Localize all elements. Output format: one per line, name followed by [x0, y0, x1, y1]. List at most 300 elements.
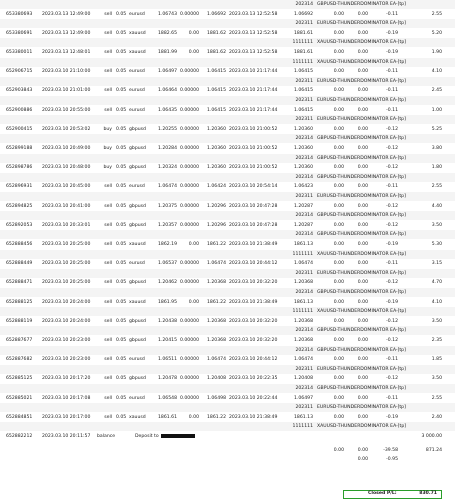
- trade-detail-row: [0, 269, 455, 278]
- trade-detail-row: [0, 230, 455, 239]
- swap-cell: -0.12: [386, 203, 398, 209]
- trade-row: [0, 29, 455, 38]
- close-time-cell: 2023.03.10 21:17:44: [229, 88, 278, 94]
- trade-row: [0, 10, 455, 19]
- tp-cell: 1.20296: [207, 203, 226, 209]
- close-price-cell: 1.06415: [294, 69, 313, 75]
- item-cell: eurusd: [129, 261, 145, 267]
- tp-cell: 1.06692: [207, 11, 226, 17]
- ticket-cell: 652888119: [6, 318, 33, 324]
- type-cell: sell: [104, 280, 112, 286]
- total-swap: -39.58: [383, 447, 398, 453]
- type-cell: sell: [104, 395, 112, 401]
- type-cell: sell: [104, 30, 112, 36]
- ticket-cell: 652899188: [6, 146, 33, 151]
- commission-cell: 0.00: [333, 203, 344, 209]
- close-price-cell: 1.20408: [294, 376, 313, 382]
- trade-row: [0, 86, 455, 95]
- close-price-cell: 1.20368: [294, 318, 313, 324]
- comment-cell: EURUSD-THUNDERDOMINATOR EA-[tp]: [317, 405, 406, 411]
- commission-cell: 0.00: [333, 11, 344, 17]
- open-time-cell: 2023.03.10 20:33:01: [42, 222, 91, 228]
- item-cell: eurusd: [129, 184, 145, 190]
- ticket-cell: 652888471: [6, 280, 33, 286]
- comment-cell: GBPUSD-THUNDERDOMINATOR EA-[tp]: [317, 328, 406, 334]
- trade-detail-row: [0, 326, 455, 335]
- size-cell: 0.05: [116, 338, 127, 343]
- trade-detail-row: [0, 346, 455, 355]
- ticket-cell: 652906715: [6, 69, 33, 75]
- close-price-cell: 1.06692: [294, 11, 313, 17]
- close-price-cell: 1.20360: [294, 165, 313, 171]
- taxes-cell: 0.00: [357, 357, 368, 363]
- type-cell: sell: [104, 299, 112, 305]
- tp-cell: 1.06474: [207, 261, 226, 267]
- comment-cell: GBPUSD-THUNDERDOMINATOR EA-[tp]: [317, 174, 406, 180]
- magic-number-cell: 1111111: [292, 59, 313, 65]
- swap-cell: -0.12: [386, 222, 398, 228]
- type-cell: balance: [97, 434, 116, 439]
- taxes-cell: 0.00: [357, 261, 368, 267]
- time-cell: 2023.03.10 20:11:57: [42, 434, 91, 439]
- price-cell: 1861.61: [158, 414, 177, 420]
- price-cell: 1.20438: [158, 318, 177, 324]
- trade-row: [0, 355, 455, 364]
- commission-cell: 0.00: [333, 338, 344, 343]
- type-cell: sell: [104, 69, 112, 75]
- magic-number-cell: 202311: [295, 366, 313, 372]
- trade-detail-row: [0, 38, 455, 47]
- size-cell: 0.05: [116, 107, 127, 113]
- close-time-cell: 2023.03.10 20:22:35: [229, 376, 278, 382]
- sl-cell: 0.00: [188, 50, 199, 55]
- size-cell: 0.05: [116, 280, 127, 286]
- swap-cell: -0.12: [386, 318, 398, 324]
- swap-cell: -0.19: [386, 50, 398, 55]
- swap-cell: -0.12: [386, 146, 398, 151]
- close-time-cell: 2023.03.10 21:17:44: [229, 107, 278, 113]
- profit-cell: 4.10: [431, 69, 442, 75]
- tp-cell: 1861.22: [207, 299, 226, 305]
- trade-row: [0, 240, 455, 249]
- swap-cell: -0.11: [386, 357, 398, 363]
- trade-detail-row: [0, 307, 455, 316]
- summary-row: [0, 446, 455, 455]
- sl-cell: 0.00: [188, 299, 199, 305]
- size-cell: 0.05: [116, 357, 127, 363]
- price-cell: 1.20357: [158, 222, 177, 228]
- profit-cell: 5.20: [431, 30, 442, 36]
- close-time-cell: 2023.03.10 21:00:52: [229, 146, 278, 151]
- item-cell: gbpusd: [129, 280, 146, 286]
- sl-cell: 0.00000: [180, 203, 199, 209]
- tp-cell: 1.20368: [207, 338, 226, 343]
- close-time-cell: 2023.03.13 12:52:58: [229, 30, 278, 36]
- item-cell: xauusd: [129, 30, 146, 36]
- profit-cell: 3.80: [431, 146, 442, 151]
- magic-number-cell: 202314: [295, 213, 313, 219]
- profit-cell: 3.50: [431, 222, 442, 228]
- price-cell: 1.20375: [158, 203, 177, 209]
- item-cell: gbpusd: [129, 165, 146, 171]
- profit-cell: 1.80: [431, 165, 442, 171]
- trade-detail-row: [0, 154, 455, 163]
- trade-detail-row: [0, 115, 455, 124]
- magic-number-cell: 202314: [295, 155, 313, 161]
- swap-cell: -0.12: [386, 165, 398, 171]
- trade-row: [0, 298, 455, 307]
- close-price-cell: 1861.13: [294, 414, 313, 420]
- trade-row: [0, 221, 455, 230]
- close-price-cell: 1.20368: [294, 338, 313, 343]
- swap-cell: -0.12: [386, 126, 398, 132]
- swap-cell: -0.12: [386, 376, 398, 382]
- ticket-cell: 652888456: [6, 242, 33, 247]
- close-price-cell: 1.20360: [294, 126, 313, 132]
- open-time-cell: 2023.03.10 21:10:00: [42, 69, 91, 75]
- tp-cell: 1.20360: [207, 126, 226, 132]
- commission-cell: 0.00: [333, 30, 344, 36]
- close-price-cell: 1861.13: [294, 242, 313, 247]
- type-cell: sell: [104, 242, 112, 247]
- close-time-cell: 2023.03.10 20:32:20: [229, 280, 278, 286]
- ticket-cell: 652898786: [6, 165, 33, 171]
- ticket-cell: 653380011: [6, 50, 33, 55]
- close-price-cell: 1.06497: [294, 395, 313, 401]
- comment-cell: EURUSD-THUNDERDOMINATOR EA-[tp]: [317, 270, 406, 276]
- price-cell: 1.06497: [158, 69, 177, 75]
- swap-cell: -0.11: [386, 184, 398, 190]
- trade-row: [0, 163, 455, 172]
- tp-cell: 1.06415: [207, 107, 226, 113]
- open-time-cell: 2023.03.10 20:25:00: [42, 261, 91, 267]
- close-price-cell: 1.06415: [294, 88, 313, 94]
- price-cell: 1.06511: [158, 357, 177, 363]
- trade-row: [0, 67, 455, 76]
- open-time-cell: 2023.03.10 20:24:00: [42, 318, 91, 324]
- taxes-cell: 0.00: [357, 242, 368, 247]
- tp-cell: 1881.62: [207, 50, 226, 55]
- commission-cell: 0.00: [333, 165, 344, 171]
- trade-row: [0, 278, 455, 287]
- commission-cell: 0.00: [333, 88, 344, 94]
- comment-cell: XAUUSD-THUNDERDOMINATOR EA-[tp]: [317, 40, 407, 46]
- sl-cell: 0.00000: [180, 222, 199, 228]
- swap-cell: -0.12: [386, 280, 398, 286]
- close-time-cell: 2023.03.10 21:00:52: [229, 165, 278, 171]
- size-cell: 0.05: [116, 203, 127, 209]
- item-cell: xauusd: [129, 299, 146, 305]
- trade-row: [0, 317, 455, 326]
- commission-cell: 0.00: [333, 242, 344, 247]
- trade-detail-row: [0, 403, 455, 412]
- swap-cell: -0.19: [386, 299, 398, 305]
- taxes-cell: 0.00: [357, 299, 368, 305]
- profit-cell: 1.90: [431, 50, 442, 55]
- item-cell: xauusd: [129, 242, 146, 247]
- close-price-cell: 1.20360: [294, 146, 313, 151]
- comment-cell: GBPUSD-THUNDERDOMINATOR EA-[tp]: [317, 136, 406, 142]
- open-time-cell: 2023.03.10 20:55:00: [42, 107, 91, 113]
- comment-cell: EURUSD-THUNDERDOMINATOR EA-[tp]: [317, 21, 406, 27]
- magic-number-cell: 202314: [295, 386, 313, 391]
- profit-cell: 5.25: [431, 126, 442, 132]
- close-time-cell: 2023.03.10 20:47:28: [229, 203, 278, 209]
- magic-number-cell: 202314: [295, 136, 313, 142]
- magic-number-cell: 1111111: [292, 251, 313, 257]
- sl-cell: 0.00000: [180, 107, 199, 113]
- close-time-cell: 2023.03.10 20:44:12: [229, 357, 278, 363]
- summary-subrow: [0, 455, 455, 464]
- sl-cell: 0.00: [188, 242, 199, 247]
- sl-cell: 0.00000: [180, 88, 199, 94]
- magic-number-cell: 202314: [295, 2, 313, 7]
- size-cell: 0.05: [116, 50, 127, 55]
- commission-cell: 0.00: [333, 107, 344, 113]
- ticket-cell: 652896931: [6, 184, 33, 190]
- trade-detail-row: [0, 173, 455, 182]
- tp-cell: 1.06498: [207, 395, 226, 401]
- price-cell: 1882.65: [158, 30, 177, 36]
- taxes-cell: 0.00: [357, 280, 368, 286]
- comment-cell: GBPUSD-THUNDERDOMINATOR EA-[tp]: [317, 232, 406, 238]
- close-price-cell: 1.06474: [294, 261, 313, 267]
- profit-cell: 1.00: [431, 107, 442, 113]
- tp-cell: 1.20408: [207, 376, 226, 382]
- open-time-cell: 2023.03.13 12:49:00: [42, 11, 91, 17]
- item-cell: eurusd: [129, 11, 145, 17]
- comment-cell: GBPUSD-THUNDERDOMINATOR EA-[tp]: [317, 155, 406, 161]
- commission-cell: 0.00: [333, 146, 344, 151]
- tp-cell: 1.20368: [207, 280, 226, 286]
- size-cell: 0.05: [116, 242, 127, 247]
- sl-cell: 0.00: [188, 414, 199, 420]
- commission-cell: 0.00: [333, 50, 344, 55]
- size-cell: 0.05: [116, 69, 127, 75]
- ticket-cell: 652885125: [6, 376, 33, 382]
- type-cell: buy: [103, 146, 112, 151]
- type-cell: sell: [104, 184, 112, 190]
- trade-detail-row: [0, 19, 455, 28]
- close-price-cell: 1.06474: [294, 357, 313, 363]
- price-cell: 1.06474: [158, 184, 177, 190]
- taxes-cell: 0.00: [357, 184, 368, 190]
- open-time-cell: 2023.03.10 20:53:02: [42, 126, 91, 132]
- type-cell: sell: [104, 50, 112, 55]
- close-time-cell: 2023.03.10 20:22:44: [229, 395, 278, 401]
- sl-cell: 0.00000: [180, 126, 199, 132]
- swap-cell: -0.19: [386, 30, 398, 36]
- sl-cell: 0.00000: [180, 261, 199, 267]
- comment-cell: GBPUSD-THUNDERDOMINATOR EA-[tp]: [317, 290, 406, 295]
- trade-row: [0, 432, 455, 441]
- type-cell: buy: [103, 165, 112, 171]
- ticket-cell: 652887677: [6, 338, 33, 343]
- profit-cell: 2.55: [431, 395, 442, 401]
- commission-cell: 0.00: [333, 357, 344, 363]
- close-time-cell: 2023.03.13 12:52:58: [229, 11, 278, 17]
- trade-detail-row: [0, 0, 455, 9]
- magic-number-cell: 1111111: [292, 309, 313, 315]
- trade-detail-row: [0, 250, 455, 259]
- item-cell: xauusd: [129, 50, 146, 55]
- closed-pl-label: Closed P/L:: [368, 491, 397, 496]
- comment-cell: XAUUSD-THUNDERDOMINATOR EA-[tp]: [317, 309, 407, 315]
- commission-cell: 0.00: [333, 318, 344, 324]
- size-cell: 0.05: [116, 299, 127, 305]
- sl-cell: 0.00000: [180, 338, 199, 343]
- size-cell: 0.05: [116, 165, 127, 171]
- close-price-cell: 1861.13: [294, 299, 313, 305]
- taxes-cell: 0.00: [357, 11, 368, 17]
- magic-number-cell: 202311: [295, 98, 313, 103]
- sl-cell: 0.00000: [180, 280, 199, 286]
- close-time-cell: 2023.03.10 21:38:49: [229, 414, 278, 420]
- sl-cell: 0.00000: [180, 376, 199, 382]
- price-cell: 1.06537: [158, 261, 177, 267]
- comment-cell: XAUUSD-THUNDERDOMINATOR EA-[tp]: [317, 424, 407, 430]
- open-time-cell: 2023.03.10 20:17:20: [42, 376, 91, 382]
- magic-number-cell: 202311: [295, 21, 313, 27]
- trade-row: [0, 144, 455, 153]
- trade-row: [0, 413, 455, 422]
- comment-cell: GBPUSD-THUNDERDOMINATOR EA-[tp]: [317, 2, 406, 7]
- type-cell: sell: [104, 222, 112, 228]
- profit-cell: 2.45: [431, 88, 442, 94]
- item-cell: gbpusd: [129, 126, 146, 132]
- size-cell: 0.05: [116, 146, 127, 151]
- size-cell: 0.05: [116, 11, 127, 17]
- comment-cell: GBPUSD-THUNDERDOMINATOR EA-[tp]: [317, 213, 406, 219]
- profit-cell: 3.50: [431, 376, 442, 382]
- taxes-cell: 0.00: [357, 318, 368, 324]
- item-cell: gbpusd: [129, 146, 146, 151]
- commission-cell: 0.00: [333, 184, 344, 190]
- trade-detail-row: [0, 192, 455, 201]
- comment-cell: XAUUSD-THUNDERDOMINATOR EA-[tp]: [317, 251, 407, 257]
- trade-row: [0, 106, 455, 115]
- closed-pl-value: 830.71: [419, 491, 437, 496]
- close-price-cell: 1.20368: [294, 280, 313, 286]
- taxes-cell: 0.00: [357, 165, 368, 171]
- close-price-cell: 1881.61: [294, 30, 313, 36]
- magic-number-cell: 202311: [295, 194, 313, 199]
- taxes-cell: 0.00: [357, 203, 368, 209]
- swap-cell: -0.12: [386, 338, 398, 343]
- redacted-block: [161, 434, 195, 438]
- size-cell: 0.05: [116, 261, 127, 267]
- price-cell: 1.20462: [158, 280, 177, 286]
- type-cell: sell: [104, 261, 112, 267]
- tp-cell: 1861.22: [207, 242, 226, 247]
- commission-cell: 0.00: [333, 222, 344, 228]
- taxes-cell: 0.00: [357, 414, 368, 420]
- subtotal-swap: -0.95: [386, 457, 398, 463]
- open-time-cell: 2023.03.13 12:48:01: [42, 50, 91, 55]
- price-cell: 1862.19: [158, 242, 177, 247]
- deposit-cell: [135, 432, 215, 441]
- magic-number-cell: 202314: [295, 174, 313, 180]
- profit-cell: 3.15: [431, 261, 442, 267]
- close-time-cell: 2023.03.10 20:32:20: [229, 318, 278, 324]
- comment-cell: GBPUSD-THUNDERDOMINATOR EA-[tp]: [317, 386, 406, 391]
- balance-amount-cell: 3 000.00: [421, 434, 442, 439]
- open-time-cell: 2023.03.13 12:49:00: [42, 30, 91, 36]
- profit-cell: 2.40: [431, 414, 442, 420]
- price-cell: 1881.99: [158, 50, 177, 55]
- comment-cell: XAUUSD-THUNDERDOMINATOR EA-[tp]: [317, 59, 407, 65]
- type-cell: sell: [104, 338, 112, 343]
- trade-row: [0, 336, 455, 345]
- open-time-cell: 2023.03.10 20:45:00: [42, 184, 91, 190]
- item-cell: eurusd: [129, 88, 145, 94]
- item-cell: xauusd: [129, 414, 146, 420]
- swap-cell: -0.11: [386, 11, 398, 17]
- magic-number-cell: 202311: [295, 117, 313, 123]
- total-commission: 0.00: [333, 447, 344, 453]
- close-time-cell: 2023.03.10 20:44:12: [229, 261, 278, 267]
- item-cell: gbpusd: [129, 222, 146, 228]
- commission-cell: 0.00: [333, 414, 344, 420]
- type-cell: sell: [104, 11, 112, 17]
- sl-cell: 0.00000: [180, 395, 199, 401]
- open-time-cell: 2023.03.10 20:17:08: [42, 395, 91, 401]
- trade-row: [0, 202, 455, 211]
- swap-cell: -0.11: [386, 107, 398, 113]
- open-time-cell: 2023.03.10 20:49:00: [42, 146, 91, 151]
- magic-number-cell: 202311: [295, 270, 313, 276]
- size-cell: 0.05: [116, 222, 127, 228]
- comment-cell: EURUSD-THUNDERDOMINATOR EA-[tp]: [317, 78, 406, 84]
- tp-cell: 1.20360: [207, 146, 226, 151]
- price-cell: 1.06548: [158, 395, 177, 401]
- sl-cell: 0.00000: [180, 318, 199, 324]
- type-cell: sell: [104, 203, 112, 209]
- close-price-cell: 1.06423: [294, 184, 313, 190]
- ticket-cell: 652903843: [6, 88, 33, 94]
- type-cell: sell: [104, 376, 112, 382]
- close-price-cell: 1.20287: [294, 222, 313, 228]
- close-time-cell: 2023.03.10 21:00:52: [229, 126, 278, 132]
- magic-number-cell: 202314: [295, 328, 313, 334]
- magic-number-cell: 202314: [295, 290, 313, 295]
- price-cell: 1.20284: [158, 146, 177, 151]
- open-time-cell: 2023.03.10 20:24:00: [42, 299, 91, 305]
- ticket-cell: 652892053: [6, 222, 33, 228]
- price-cell: 1.06464: [158, 88, 177, 94]
- trade-detail-row: [0, 288, 455, 297]
- magic-number-cell: 202311: [295, 405, 313, 411]
- subtotal-taxes: 0.00: [357, 457, 368, 463]
- comment-cell: EURUSD-THUNDERDOMINATOR EA-[tp]: [317, 366, 406, 372]
- tp-cell: 1.06474: [207, 357, 226, 363]
- ticket-cell: 652900415: [6, 126, 33, 132]
- sl-cell: 0.00000: [180, 146, 199, 151]
- size-cell: 0.05: [116, 395, 127, 401]
- sl-cell: 0.00000: [180, 165, 199, 171]
- close-price-cell: 1.06415: [294, 107, 313, 113]
- price-cell: 1.06743: [158, 11, 177, 17]
- open-time-cell: 2023.03.10 20:25:00: [42, 280, 91, 286]
- tp-cell: 1.06415: [207, 88, 226, 94]
- tp-cell: 1.20296: [207, 222, 226, 228]
- type-cell: sell: [104, 107, 112, 113]
- profit-cell: 4.10: [431, 299, 442, 305]
- trade-row: [0, 182, 455, 191]
- profit-cell: 1.85: [431, 357, 442, 363]
- type-cell: sell: [104, 318, 112, 324]
- open-time-cell: 2023.03.10 20:25:00: [42, 242, 91, 247]
